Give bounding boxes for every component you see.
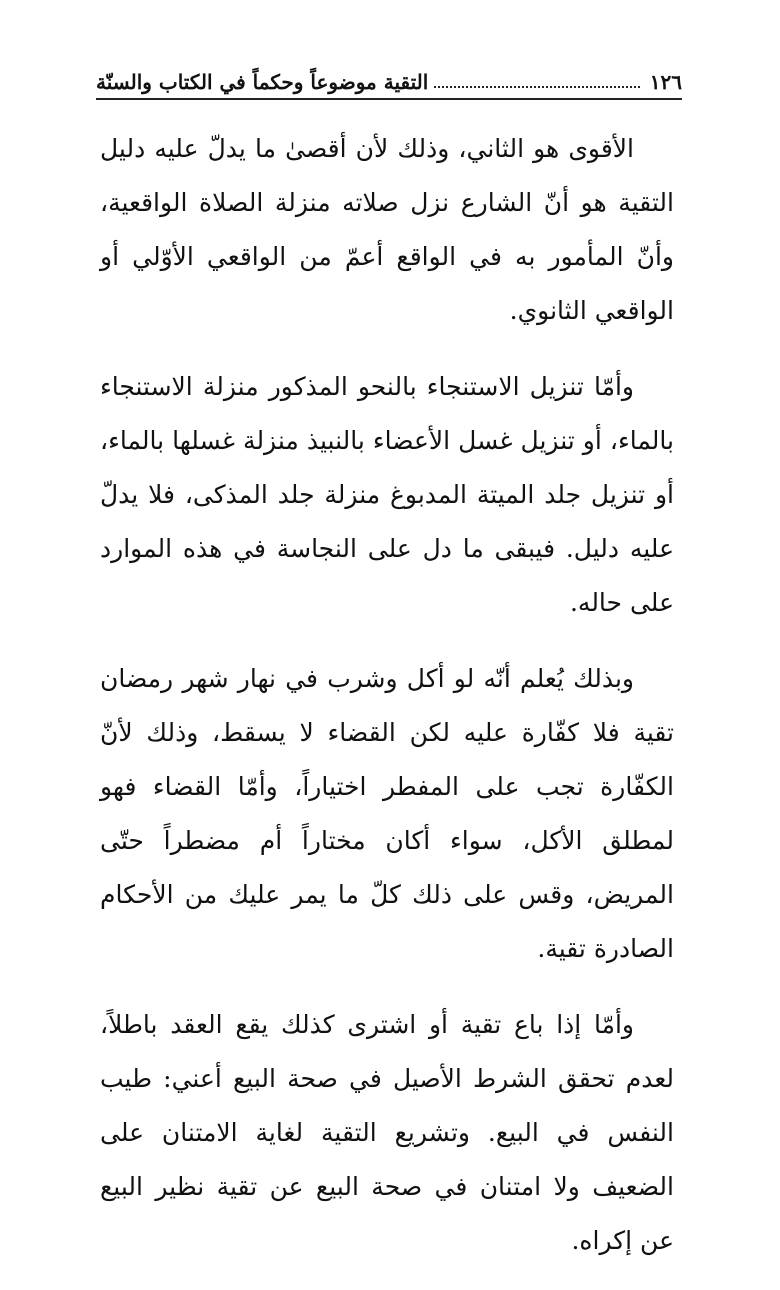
body-text (100, 122, 674, 1290)
page-number: ١٢٦ (649, 70, 682, 94)
header-dot-leader (434, 85, 639, 88)
paragraph: وأمّا تنزيل الاستنجاء بالنحو المذكور منزلة الاستنجاء بالماء، أو تنزيل غسل الأعضاء بالنبيذ منزلة غسلها بالماء، أو تنزيل جلد الميتة المدبوغ منزلة جلد المذكى، فلا يدلّ عليه دليل. فيبقى ما دل على النجاسة في هذه الموارد على حاله. (100, 372, 674, 617)
page-header (96, 58, 682, 96)
paragraph: الأقوى هو الثاني، وذلك لأن أقصىٰ ما يدلّ عليه دليل التقية هو أنّ الشارع نزل صلاته منزلة الصلاة الواقعية، وأنّ المأمور به في الواقع أعمّ من الواقعي الأوّلي أو الواقعي الثانوي. (100, 134, 674, 325)
header-rule (96, 98, 682, 100)
paragraph: وبذلك يُعلم أنّه لو أكل وشرب في نهار شهر رمضان تقية فلا كفّارة عليه لكن القضاء لا يسقط، وذلك لأنّ الكفّارة تجب على المفطر اختياراً، وأمّا القضاء فهو لمطلق الأكل، سواء أكان مختاراً أم مضطراً حتّى المريض، وقس على ذلك كلّ ما يمر عليك من الأحكام الصادرة تقية. (100, 664, 674, 963)
paragraph: وأمّا إذا باع تقية أو اشترى كذلك يقع العقد باطلاً، لعدم تحقق الشرط الأصيل في صحة البيع أعني: طيب النفس في البيع. وتشريع التقية لغاية الامتنان على الضعيف ولا امتنان في صحة البيع عن تقية نظير البيع عن إكراه. (100, 1010, 674, 1255)
running-title: التقية موضوعاً وحكماً في الكتاب والسنّة (96, 70, 429, 94)
